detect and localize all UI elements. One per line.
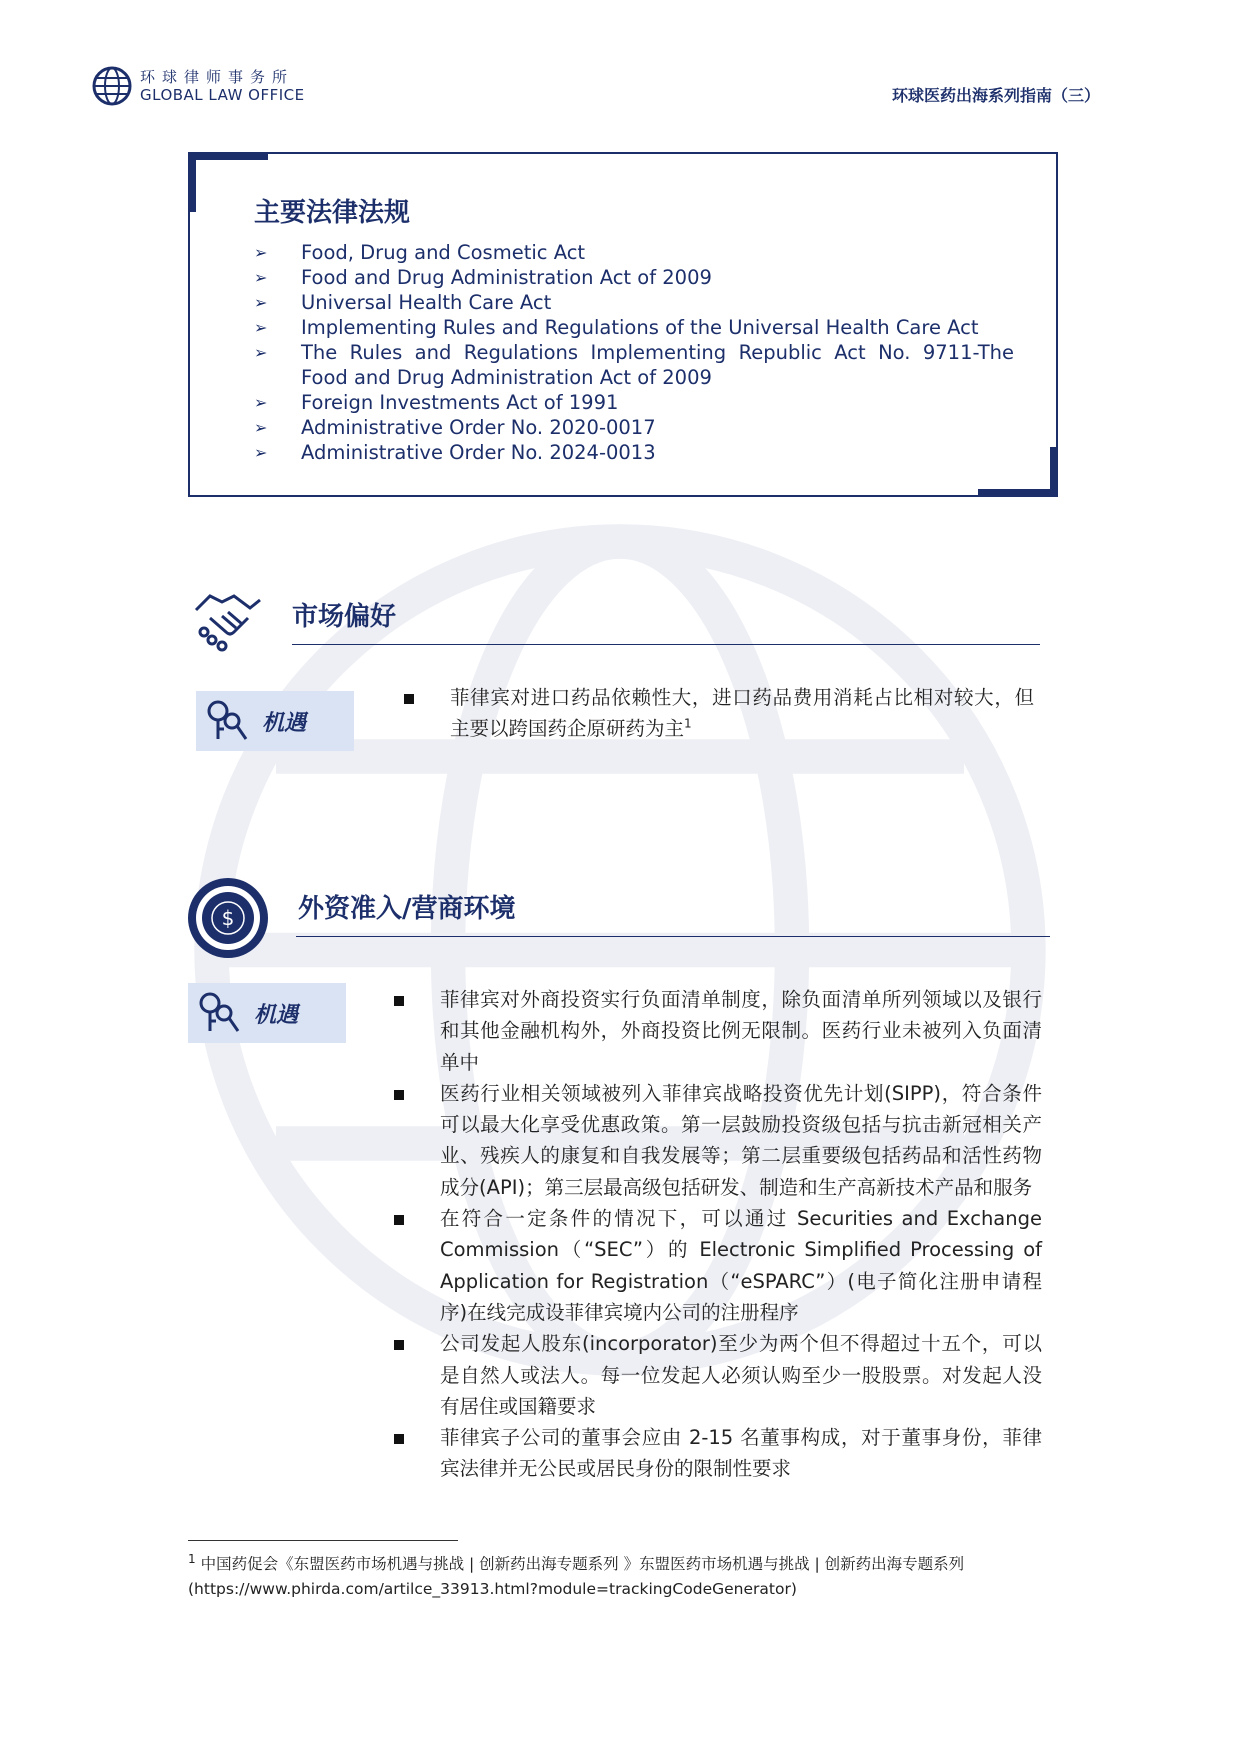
arrow-bullet-icon: ➢ xyxy=(254,268,268,287)
list-item: 菲律宾对外商投资实行负面清单制度，除负面清单所列领域以及银行和其他金融机构外，外商投资比例无限制。医药行业未被列入负面清单中 xyxy=(388,984,1042,1078)
laws-list xyxy=(254,240,1014,465)
arrow-bullet-icon: ➢ xyxy=(254,318,268,337)
list-item: ➢ Food and Drug Administration Act of 2009 xyxy=(254,266,712,289)
opportunity-tag xyxy=(188,983,346,1043)
corner-decoration xyxy=(1050,447,1058,497)
keys-icon xyxy=(204,699,248,743)
arrow-bullet-icon: ➢ xyxy=(254,343,268,362)
dollar-coin-icon xyxy=(186,876,270,960)
square-bullet-icon xyxy=(404,694,414,704)
laws-box-title: 主要法律法规 xyxy=(254,198,411,228)
list-item: ➢ Administrative Order No. 2024-0013 xyxy=(254,441,656,464)
market-bullet-list xyxy=(398,682,1034,745)
market-section-title: 市场偏好 xyxy=(292,602,397,632)
opportunity-tag xyxy=(196,691,354,751)
square-bullet-icon xyxy=(394,996,404,1006)
footnote-text[interactable]: 中国药促会《东盟医药市场机遇与挑战 | 创新药出海专题系列 》东盟医药市场机遇与挑战 | 创新药出海专题系列(https://www.phirda.com/artilce_33913.html?module=trackingCodeGenerator) xyxy=(188,1555,965,1598)
square-bullet-icon xyxy=(394,1340,404,1350)
keys-icon xyxy=(196,991,240,1035)
logo-chinese-name: 环球律师事务所 xyxy=(140,67,295,86)
list-item: ➢ Administrative Order No. 2020-0017 xyxy=(254,416,656,439)
section-divider xyxy=(292,644,1040,645)
list-item: ➢ Food, Drug and Cosmetic Act xyxy=(254,241,586,264)
square-bullet-icon xyxy=(394,1434,404,1444)
footnote-ref[interactable]: 1 xyxy=(684,716,692,731)
firm-logo xyxy=(92,66,305,106)
investment-bullet-list xyxy=(388,984,1042,1485)
section-divider xyxy=(296,936,1050,937)
list-item: ➢ Universal Health Care Act xyxy=(254,291,552,314)
footnote-number: 1 xyxy=(188,1551,196,1566)
corner-decoration xyxy=(188,152,196,212)
square-bullet-icon xyxy=(394,1215,404,1225)
arrow-bullet-icon: ➢ xyxy=(254,293,268,312)
list-item: 在符合一定条件的情况下，可以通过 Securities and Exchange Commission（“SEC”）的 Electronic Simplified Processing of Application for Registration（“eSPARC”）(电子简化注册申请程序)在线完成设菲律宾境内公司的注册程序 xyxy=(388,1203,1042,1328)
arrow-bullet-icon: ➢ xyxy=(254,393,268,412)
document-series-title: 环球医药出海系列指南（三） xyxy=(891,86,1100,105)
tag-label: 机遇 xyxy=(262,710,307,736)
main-laws-box xyxy=(188,152,1058,497)
arrow-bullet-icon: ➢ xyxy=(254,443,268,462)
list-item: 公司发起人股东(incorporator)至少为两个但不得超过十五个，可以是自然人或法人。每一位发起人必须认购至少一股股票。对发起人没有居住或国籍要求 xyxy=(388,1328,1042,1422)
corner-decoration xyxy=(978,489,1058,497)
globe-logo-icon xyxy=(92,66,132,106)
tag-label: 机遇 xyxy=(254,1002,299,1028)
square-bullet-icon xyxy=(394,1090,404,1100)
arrow-bullet-icon: ➢ xyxy=(254,243,268,262)
corner-decoration xyxy=(188,152,268,160)
list-item: ➢ Implementing Rules and Regulations of the Universal Health Care Act xyxy=(254,316,979,339)
list-item: ➢ The Rules and Regulations Implementing Republic Act No. 9711-The Food and Drug Administration Act of 2009 xyxy=(254,341,1014,389)
list-item: ➢ Foreign Investments Act of 1991 xyxy=(254,391,619,414)
svg-text:$: $ xyxy=(221,906,235,930)
arrow-bullet-icon: ➢ xyxy=(254,418,268,437)
list-item: 医药行业相关领域被列入菲律宾战略投资优先计划(SIPP)，符合条件可以最大化享受优惠政策。第一层鼓励投资级包括与抗击新冠相关产业、残疾人的康复和自我发展等；第二层重要级包括药品和活性药物成分(API)；第三层最高级包括研发、制造和生产高新技术产品和服务 xyxy=(388,1078,1042,1203)
handshake-icon xyxy=(192,588,264,652)
list-item: 菲律宾子公司的董事会应由 2-15 名董事构成，对于董事身份，菲律宾法律并无公民或居民身份的限制性要求 xyxy=(388,1422,1042,1485)
logo-english-name: GLOBAL LAW OFFICE xyxy=(140,85,305,104)
footnote-divider xyxy=(188,1540,458,1541)
investment-section-title: 外资准入/营商环境 xyxy=(298,894,516,924)
list-item: 菲律宾对进口药品依赖性大，进口药品费用消耗占比相对较大，但主要以跨国药企原研药为主$^1$ xyxy=(398,682,1034,745)
footnote xyxy=(188,1552,1058,1602)
